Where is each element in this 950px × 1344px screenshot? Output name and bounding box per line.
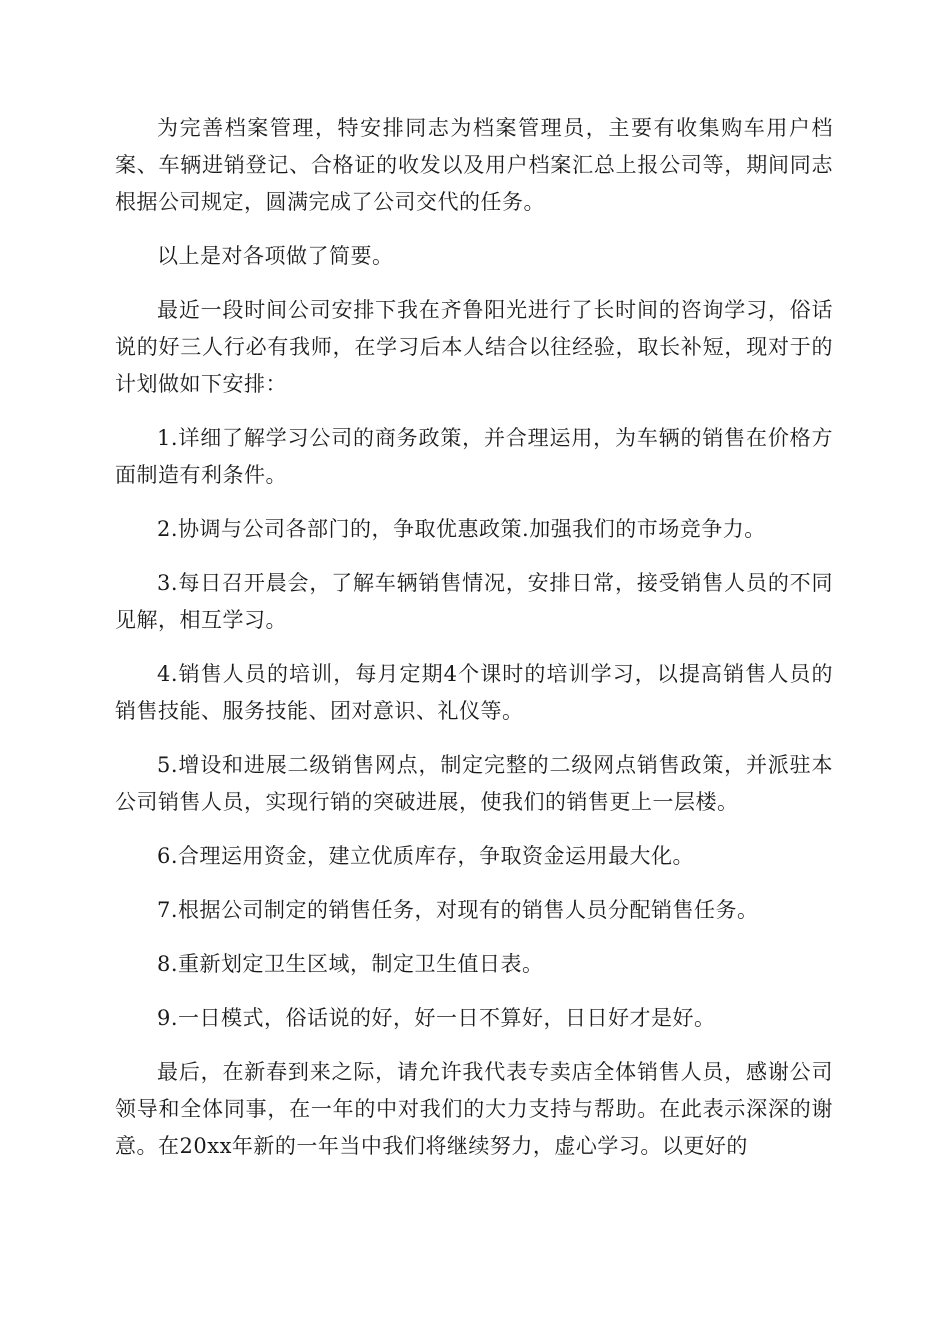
paragraph-archive-management: 为完善档案管理，特安排同志为档案管理员，主要有收集购车用户档案、车辆进销登记、合格证的收发以及用户档案汇总上报公司等，期间同志根据公司规定，圆满完成了公司交代的任务。	[115, 116, 833, 214]
list-item-9: 9.一日模式，俗话说的好，好一日不算好，日日好才是好。	[157, 1006, 716, 1030]
list-item-5: 5.增设和进展二级销售网点，制定完整的二级网点销售政策，并派驻本公司销售人员，实现行销的突破进展，使我们的销售更上一层楼。	[115, 753, 833, 814]
paragraph-plan-intro: 最近一段时间公司安排下我在齐鲁阳光进行了长时间的咨询学习，俗话说的好三人行必有我师，在学习后本人结合以往经验，取长补短，现对于的计划做如下安排：	[115, 298, 833, 396]
list-item-2: 2.协调与公司各部门的，争取优惠政策.加强我们的市场竞争力。	[157, 517, 766, 541]
list-item-4: 4.销售人员的培训，每月定期4个课时的培训学习，以提高销售人员的销售技能、服务技能、团对意识、礼仪等。	[115, 662, 833, 723]
list-item-3: 3.每日召开晨会，了解车辆销售情况，安排日常，接受销售人员的不同见解，相互学习。	[115, 571, 833, 632]
paragraph-summary: 以上是对各项做了简要。	[157, 244, 394, 268]
list-item-1: 1.详细了解学习公司的商务政策，并合理运用，为车辆的销售在价格方面制造有利条件。	[115, 426, 833, 487]
list-item-7: 7.根据公司制定的销售任务，对现有的销售人员分配销售任务。	[157, 898, 759, 922]
document-body	[115, 110, 833, 1182]
paragraph-closing: 最后，在新春到来之际，请允许我代表专卖店全体销售人员，感谢公司领导和全体同事，在一年的中对我们的大力支持与帮助。在此表示深深的谢意。在20xx年新的一年当中我们将继续努力，虚心学习。以更好的	[115, 1060, 833, 1158]
list-item-8: 8.重新划定卫生区域，制定卫生值日表。	[157, 952, 544, 976]
list-item-6: 6.合理运用资金，建立优质库存，争取资金运用最大化。	[157, 844, 695, 868]
